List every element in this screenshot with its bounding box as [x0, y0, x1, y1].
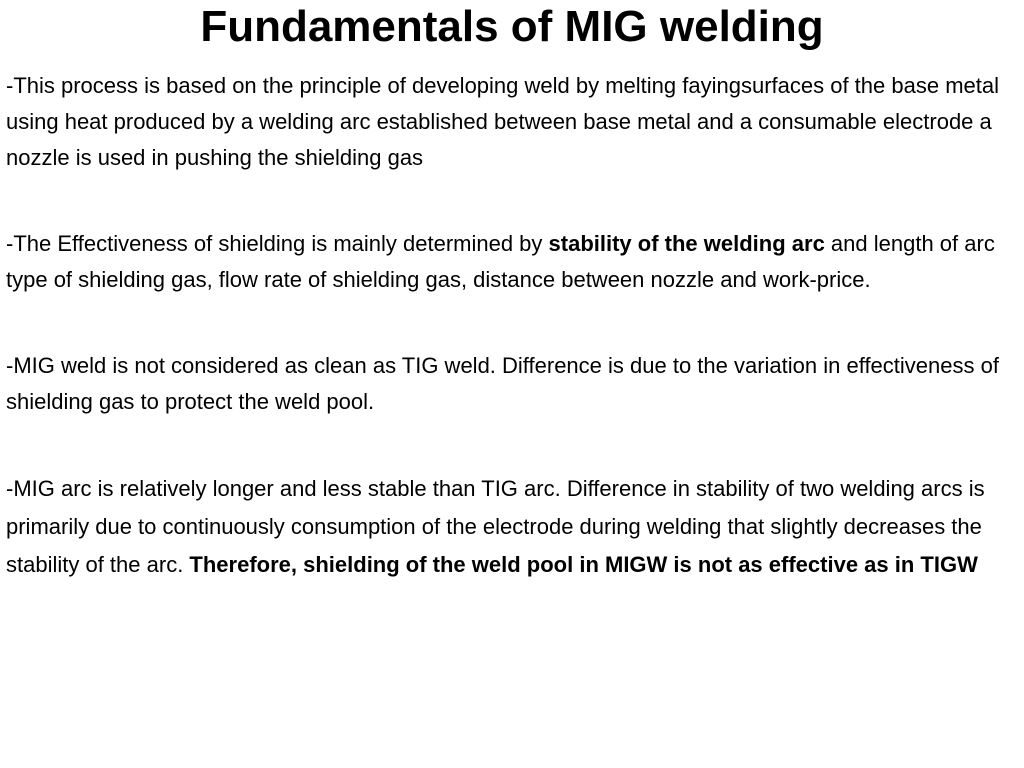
paragraph-text: -MIG arc is relatively longer and less stable than TIG arc. Difference in stability of two welding arcs is primarily due to continuously consumption of the electrode during welding that slightly decreases the stability of the arc.	[6, 476, 985, 577]
paragraph-arc-stability	[6, 470, 1018, 584]
slide-title: Fundamentals of MIG welding	[200, 2, 824, 51]
paragraph-text: -The Effectiveness of shielding is mainly determined by	[6, 231, 549, 256]
emphasis-text: stability of the welding arc	[548, 231, 825, 256]
paragraph-mig-vs-tig-cleanliness	[6, 348, 1018, 420]
paragraph-shielding-effectiveness	[6, 226, 1018, 298]
paragraph-text: -MIG weld is not considered as clean as TIG weld. Difference is due to the variation in effectiveness of shielding gas to protect the weld pool.	[6, 353, 999, 414]
paragraph-text: -This process is based on the principle of developing weld by melting fayingsurfaces of the base metal using heat produced by a welding arc established between base metal and a consumable electrode a nozzle is used in pushing the shielding gas	[6, 73, 999, 170]
emphasis-text: Therefore, shielding of the weld pool in MIGW is not as effective as in TIGW	[189, 552, 978, 577]
paragraph-text: and length of arc type of shielding gas, flow rate of shielding gas, distance between nozzle and work-price.	[6, 231, 995, 292]
slide-body	[6, 68, 1018, 634]
paragraph-process-principle	[6, 68, 1018, 176]
